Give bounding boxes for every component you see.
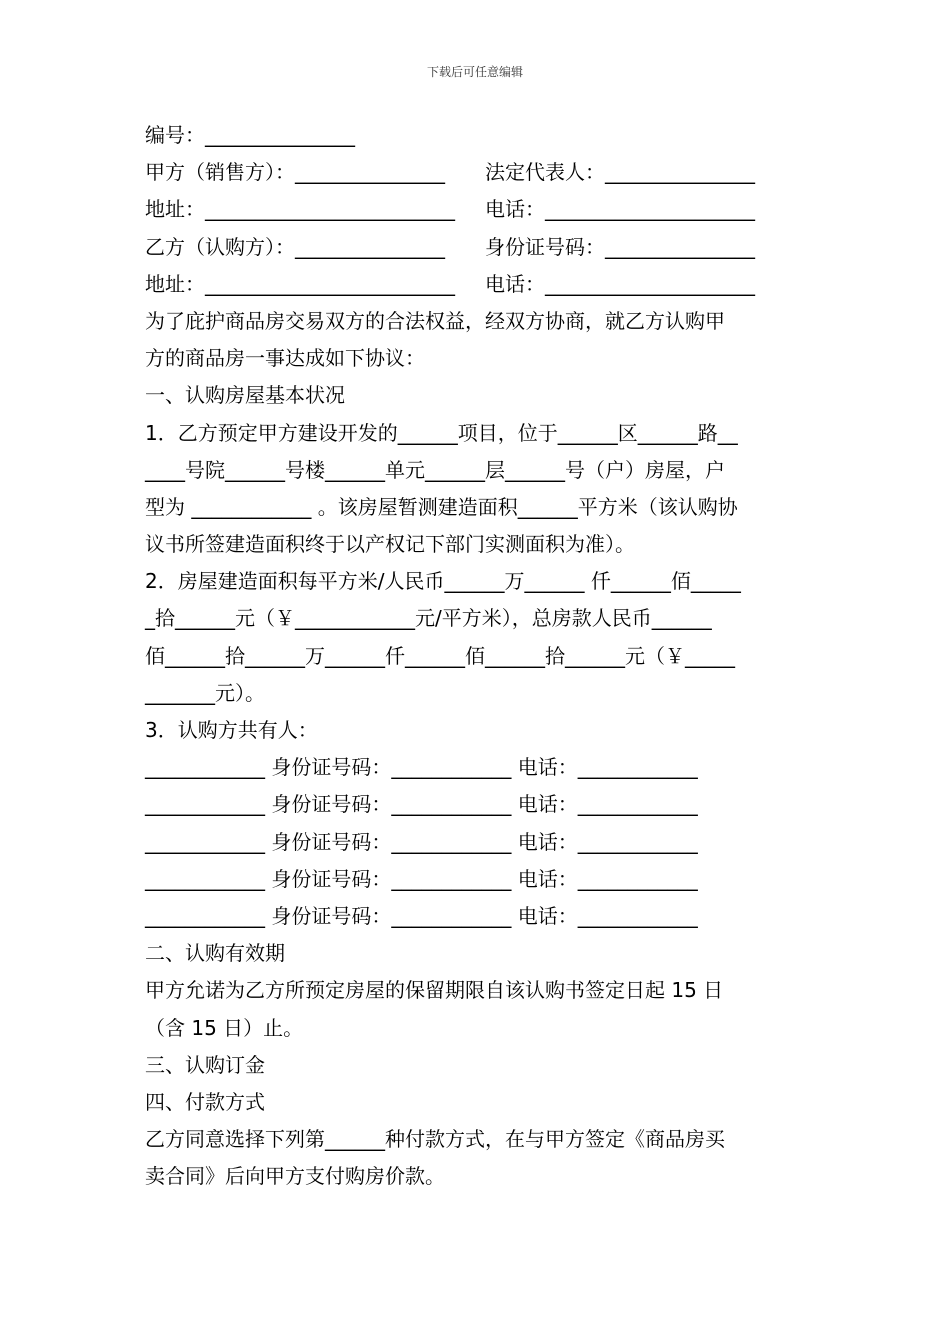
clause-2-line: 2．房屋建造面积每平方米/人民币______万______ 仟______佰_____ xyxy=(145,569,741,594)
section-2-heading: 二、认购有效期 xyxy=(145,941,285,966)
party-b-address-field: 地址：_________________________ xyxy=(145,271,455,296)
legal-rep-field: 法定代表人：_______________ xyxy=(485,160,755,185)
party-a-phone-field: 电话：_____________________ xyxy=(485,197,755,222)
party-b-id-field: 身份证号码：_______________ xyxy=(485,234,755,259)
party-a-address-field: 地址：_________________________ xyxy=(145,197,455,222)
section-4-heading: 四、付款方式 xyxy=(145,1089,265,1114)
co-owner-row: ____________ 身份证号码：____________ 电话：____________ xyxy=(145,755,698,780)
party-b-field: 乙方（认购方）：_______________ xyxy=(145,234,445,259)
clause-2-line: _______元）。 xyxy=(145,680,265,705)
co-owner-row: ____________ 身份证号码：____________ 电话：____________ xyxy=(145,866,698,891)
section-2-line: （含 15 日）止。 xyxy=(145,1015,304,1040)
clause-2-line: _拾______元（￥____________元/平方米），总房款人民币______ xyxy=(145,606,712,631)
clause-1-line: 1．乙方预定甲方建设开发的______项目，位于______区______路__ xyxy=(145,420,738,445)
contract-body xyxy=(145,117,810,1195)
section-4-line: 卖合同》后向甲方支付购房价款。 xyxy=(145,1164,445,1189)
clause-1-line: ____号院______号楼______单元______层______号（户）房屋，户 xyxy=(145,457,725,482)
party-a-row xyxy=(145,154,810,191)
clause-1-line: 型为 ____________ 。该房屋暂测建造面积______平方米（该认购协 xyxy=(145,494,738,519)
party-b-row xyxy=(145,229,810,266)
intro-paragraph-line: 方的商品房一事达成如下协议： xyxy=(145,346,425,371)
party-a-address-row xyxy=(145,191,810,228)
co-owner-row: ____________ 身份证号码：____________ 电话：____________ xyxy=(145,829,698,854)
page-header: 下载后可任意编辑 xyxy=(426,65,523,79)
co-owner-row: ____________ 身份证号码：____________ 电话：____________ xyxy=(145,792,698,817)
co-owner-row: ____________ 身份证号码：____________ 电话：____________ xyxy=(145,903,698,928)
section-3-heading: 三、认购订金 xyxy=(145,1052,265,1077)
section-1-heading: 一、认购房屋基本状况 xyxy=(145,383,345,408)
contract-number-line: 编号：_______________ xyxy=(145,123,355,147)
party-a-field: 甲方（销售方）：_______________ xyxy=(145,160,445,185)
party-b-address-row xyxy=(145,266,810,303)
party-b-phone-field: 电话：_____________________ xyxy=(485,271,755,296)
clause-1-line: 议书所签建造面积终于以产权记下部门实测面积为准）。 xyxy=(145,532,635,557)
section-2-line: 甲方允诺为乙方所预定房屋的保留期限自该认购书签定日起 15 日 xyxy=(145,978,724,1003)
intro-paragraph-line: 为了庇护商品房交易双方的合法权益，经双方协商，就乙方认购甲 xyxy=(145,308,725,333)
clause-3-heading: 3．认购方共有人： xyxy=(145,718,318,742)
section-4-line: 乙方同意选择下列第______种付款方式，在与甲方签定《商品房买 xyxy=(145,1127,725,1152)
clause-2-line: 佰______拾______万______仟______佰______拾______元（￥_____ xyxy=(145,643,735,668)
